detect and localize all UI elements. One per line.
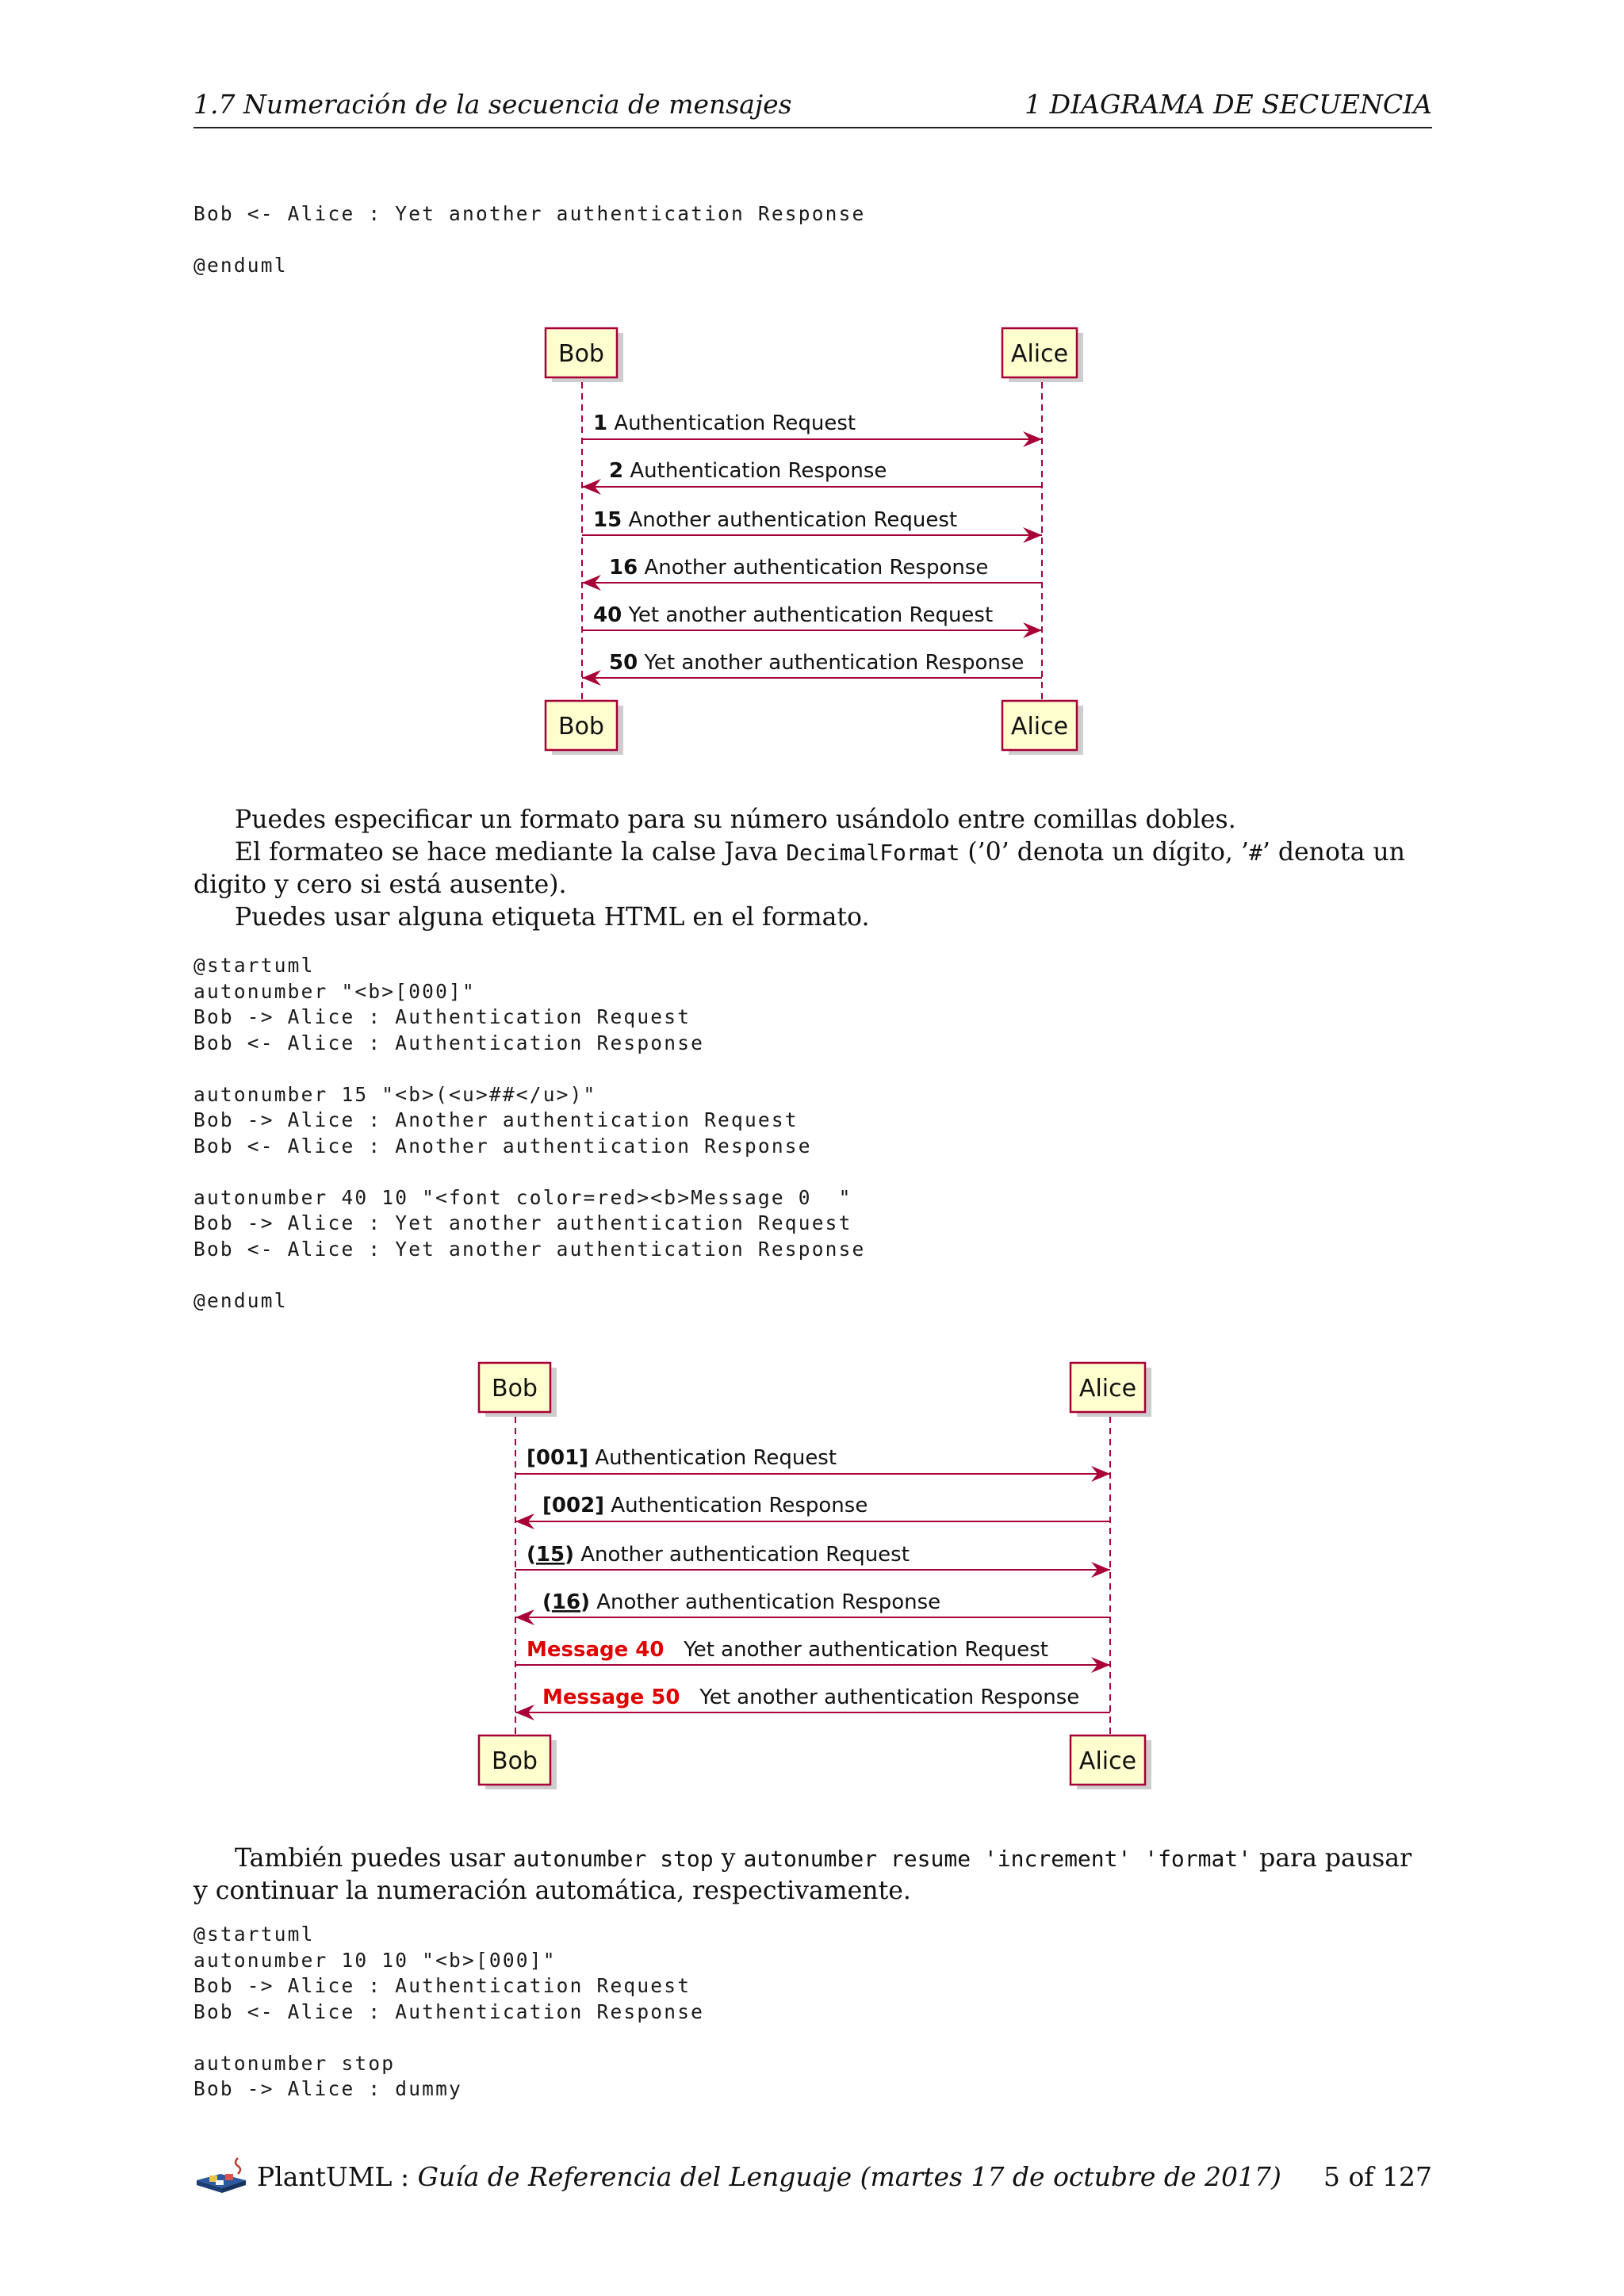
participant-label: Bob: [492, 1747, 538, 1775]
code-block-2: @startuml autonumber "<b>[000]" Bob -> Alice : Authentication Request Bob <- Alice : Authentication Response autonumber 15 "<b>(<u>##</u>)" Bob -> Alice : Another authentication Request Bob <- Alice : Another authentication Response autonumber 40 10 "<font color=red><b>Message 0 " Bob -> Alice : Yet another authentication Request Bob <- Alice : Yet another authentication Response @enduml: [193, 954, 866, 1312]
message-5: [515, 1638, 1110, 1665]
message-3: [515, 1543, 1110, 1570]
message-3: [582, 508, 1042, 535]
message-2: [515, 1494, 1110, 1521]
code-block-1: Bob <- Alice : Yet another authentication Response @enduml: [193, 202, 866, 277]
participant-label: Alice: [1078, 1375, 1137, 1402]
page-number: 5 of 127: [1323, 2161, 1432, 2192]
participant-alice-top: [1071, 1363, 1151, 1417]
message-4: [515, 1590, 1110, 1617]
participant-bob-top: [479, 1363, 557, 1417]
page-header: [193, 89, 1432, 128]
participant-label: Bob: [492, 1375, 538, 1402]
message-6: [582, 651, 1042, 678]
participant-bob-bottom: [479, 1735, 557, 1789]
paragraph-autonumber-stop: También puedes usar autonumber stop y autonumber resume 'increment' 'format' para pausar y continuar la numeración automática, respectivamente.: [193, 1844, 1412, 1905]
message-1: [515, 1446, 1110, 1474]
svg-text:40 Yet another authentication: 40 Yet another authentication Request: [593, 603, 994, 627]
participant-bob-top: [546, 328, 623, 382]
svg-text:50 Yet another authentication: 50 Yet another authentication Response: [609, 651, 1025, 675]
svg-text:(15) Another authentication Re: (15) Another authentication Request: [527, 1543, 910, 1567]
svg-text:[002] Authentication Response: [002] Authentication Response: [542, 1494, 868, 1517]
page-footer: [193, 2156, 1432, 2196]
footer-brand: PlantUML :: [257, 2161, 418, 2192]
svg-text:16 Another authentication Resp: 16 Another authentication Response: [609, 556, 989, 580]
sequence-diagram-2: [466, 1352, 1164, 1812]
paragraph-format-intro: Puedes especificar un formato para su número usándolo entre comillas dobles. El formateo se hace mediante la calse Java DecimalFormat (’0’ denota un dígito, ’#’ denota un digito y cero si está ausente). Puedes usar alguna etiqueta HTML en el formato.: [193, 806, 1405, 932]
chapter-title: 1 DIAGRAMA DE SECUENCIA: [1025, 89, 1432, 120]
participant-alice-bottom: [1002, 701, 1083, 755]
participant-label: Alice: [1078, 1747, 1137, 1775]
participant-bob-bottom: [546, 701, 623, 755]
participant-label: Alice: [1010, 340, 1069, 368]
code-block-3: @startuml autonumber 10 10 "<b>[000]" Bob -> Alice : Authentication Request Bob <- Alice : Authentication Response autonumber stop Bob -> Alice : dummy: [193, 1923, 705, 2100]
svg-text:1 Authentication Request: 1 Authentication Request: [593, 411, 856, 435]
participant-alice-top: [1002, 328, 1083, 382]
svg-text:Message 40 Yet another authe: Message 40 Yet another authentication Request: [527, 1638, 1048, 1662]
message-4: [582, 556, 1042, 583]
participant-label: Alice: [1010, 713, 1069, 740]
message-2: [582, 459, 1042, 487]
svg-text:15 Another authentication Requ: 15 Another authentication Request: [593, 508, 958, 532]
inline-code: DecimalFormat: [786, 840, 960, 866]
participant-alice-bottom: [1071, 1735, 1151, 1789]
text-line: Puedes especificar un formato para su número usándolo entre comillas dobles.: [235, 806, 1236, 834]
svg-text:(16) Another authentication Re: (16) Another authentication Response: [542, 1590, 941, 1614]
message-6: [515, 1686, 1110, 1712]
participant-label: Bob: [558, 713, 604, 740]
plantuml-logo-icon: [193, 2156, 251, 2195]
inline-code: #: [1248, 840, 1262, 866]
sequence-diagram-1: [533, 317, 1104, 777]
svg-text:[001] Authentication Request: [001] Authentication Request: [527, 1446, 837, 1470]
footer-title: Guía de Referencia del Lenguaje (martes 17 de octubre de 2017): [417, 2161, 1281, 2192]
participant-label: Bob: [558, 340, 604, 368]
text-line: Puedes usar alguna etiqueta HTML en el formato.: [235, 903, 870, 932]
message-1: [582, 411, 1042, 439]
message-5: [582, 603, 1042, 630]
svg-text:2 Authentication Response: 2 Authentication Response: [609, 459, 887, 483]
svg-text:Message 50 Yet another authe: Message 50 Yet another authentication Response: [542, 1686, 1080, 1709]
inline-code: autonumber resume 'increment' 'format': [743, 1846, 1252, 1872]
section-title: 1.7 Numeración de la secuencia de mensajes: [193, 89, 792, 120]
inline-code: autonumber stop: [512, 1846, 714, 1872]
